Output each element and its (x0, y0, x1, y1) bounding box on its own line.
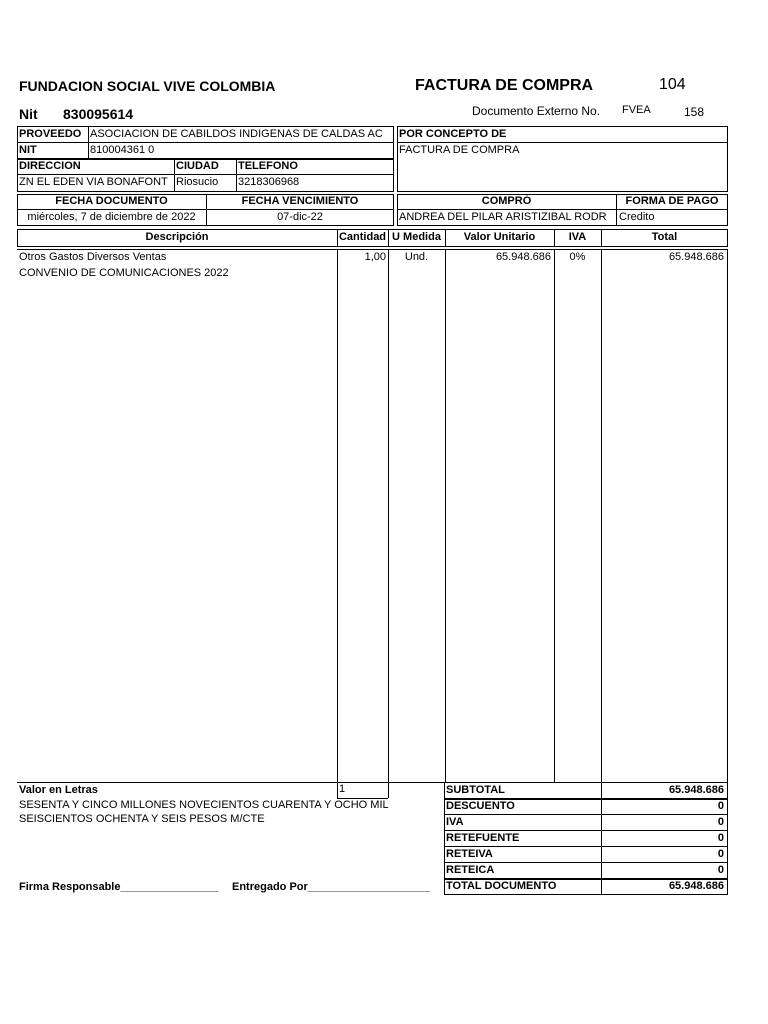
compro-value: ANDREA DEL PILAR ARISTIZIBAL RODR (399, 211, 607, 223)
iva-value: 0 (717, 816, 724, 828)
item-total: 65.948.686 (668, 251, 724, 263)
reteiva-value: 0 (717, 848, 724, 860)
fecha-documento-value: miércoles, 7 de diciembre de 2022 (27, 211, 196, 223)
proveedor-label: PROVEEDO (19, 128, 82, 140)
col-valor-unitario: Valor Unitario (463, 231, 536, 243)
item-unidad: Und. (404, 251, 429, 263)
item-extra-line: CONVENIO DE COMUNICACIONES 2022 (19, 267, 229, 279)
valor-letras-line2: SEISCIENTOS OCHENTA Y SEIS PESOS M/CTE (19, 813, 265, 825)
supplier-nit-label: NIT (19, 144, 37, 156)
direccion-value: ZN EL EDEN VIA BONAFONT (19, 176, 168, 188)
ciudad-label: CIUDAD (176, 160, 219, 172)
valor-letras-line1: SESENTA Y CINCO MILLONES NOVECIENTOS CUARENTA Y OCHO MIL (19, 799, 389, 811)
fecha-documento-label: FECHA DOCUMENTO (55, 195, 168, 207)
iva-label: IVA (446, 816, 464, 828)
telefono-label: TELEFONO (238, 160, 298, 172)
forma-pago-label: FORMA DE PAGO (625, 195, 719, 207)
company-name: FUNDACION SOCIAL VIVE COLOMBIA (19, 78, 276, 94)
item-descripcion: Otros Gastos Diversos Ventas (19, 251, 167, 263)
external-doc-number: 158 (684, 105, 705, 119)
descuento-value: 0 (717, 800, 724, 812)
forma-pago-value: Credito (619, 211, 655, 223)
retefuente-value: 0 (717, 832, 724, 844)
subtotal-label: SUBTOTAL (446, 784, 505, 796)
item-iva: 0% (569, 251, 586, 263)
compro-label: COMPRÓ (481, 195, 532, 207)
subtotal-value: 65.948.686 (668, 784, 724, 796)
nit-label: Nit (19, 106, 38, 122)
col-cantidad: Cantidad (338, 231, 387, 243)
document-number: 104 (659, 76, 686, 93)
reteica-label: RETEICA (446, 864, 495, 876)
col-descripcion: Descripción (145, 231, 209, 243)
concept-label: POR CONCEPTO DE (399, 128, 507, 140)
telefono-value: 3218306968 (238, 176, 300, 188)
fecha-vencimiento-value: 07-dic-22 (277, 211, 323, 223)
proveedor-value: ASOCIACION DE CABILDOS INDIGENAS DE CALDAS AC (90, 128, 383, 140)
descuento-label: DESCUENTO (446, 800, 515, 812)
external-doc-prefix: FVEA (622, 104, 651, 116)
supplier-nit-value: 810004361 0 (90, 144, 155, 156)
valor-letras-label: Valor en Letras (19, 784, 98, 796)
direccion-label: DIRECCION (19, 160, 81, 172)
total-documento-value: 65.948.686 (668, 880, 724, 892)
retefuente-label: RETEFUENTE (446, 832, 520, 844)
reteiva-label: RETEIVA (446, 848, 493, 860)
col-unidad: U Medida (392, 231, 441, 243)
col-iva: IVA (568, 231, 587, 243)
total-documento-label: TOTAL DOCUMENTO (446, 880, 557, 892)
item-cantidad: 1,00 (364, 251, 386, 263)
document-title: FACTURA DE COMPRA (415, 77, 594, 94)
fecha-vencimiento-label: FECHA VENCIMIENTO (241, 195, 359, 207)
firma-responsable: Firma Responsable________________ (19, 881, 219, 893)
external-doc-label: Documento Externo No. (472, 104, 601, 118)
concept-value: FACTURA DE COMPRA (399, 144, 520, 156)
nit-value: 830095614 (63, 106, 134, 122)
item-valor-unitario: 65.948.686 (495, 251, 551, 263)
entregado-por: Entregado Por____________________ (232, 881, 431, 893)
valor-letras-marker: 1 (339, 783, 346, 795)
ciudad-value: Riosucio (176, 176, 219, 188)
col-total: Total (651, 231, 678, 243)
reteica-value: 0 (717, 864, 724, 876)
